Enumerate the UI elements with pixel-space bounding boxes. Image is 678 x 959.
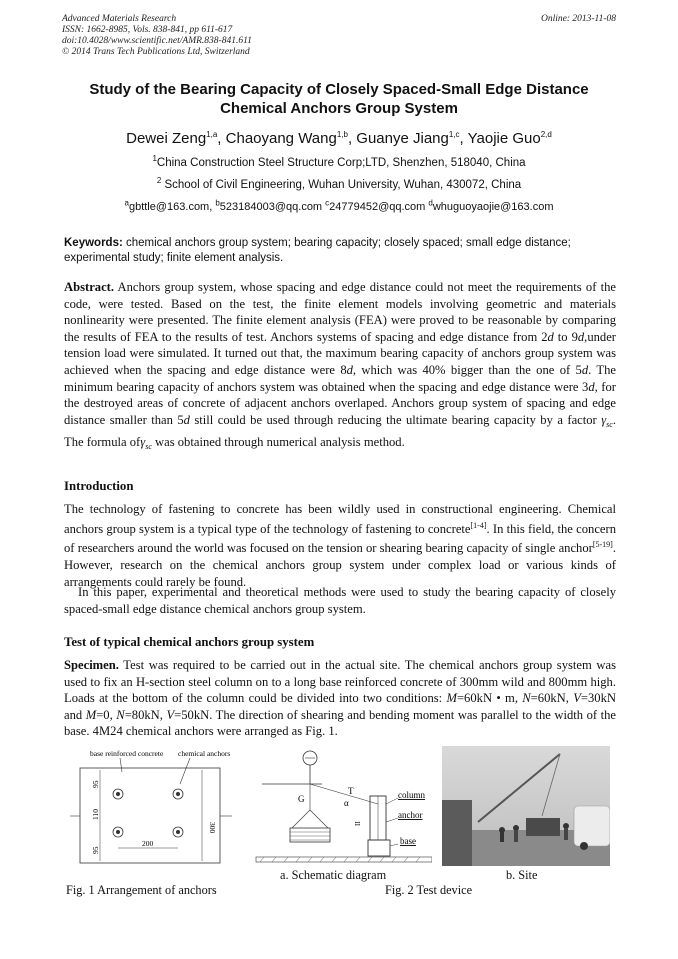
label-chemical-anchors: chemical anchors (178, 749, 231, 758)
label-anchor: anchor (398, 810, 423, 820)
email-link[interactable]: 523184003@qq.com (219, 201, 326, 213)
citation: [1-4] (470, 520, 487, 530)
paper-title (40, 80, 638, 118)
leader-line (386, 798, 398, 804)
figure-2-caption: Fig. 2 Test device (385, 883, 473, 897)
issn-line: ISSN: 1662-8985, Vols. 838-841, pp 611-617 (62, 25, 233, 35)
dim-200: 200 (142, 839, 154, 848)
specimen-text: =0, (96, 707, 117, 722)
anchor-bolt (173, 827, 183, 837)
photo-person-body (500, 832, 504, 842)
abstract-text: was obtained through numerical analysis method. (151, 434, 405, 449)
photo-person-body (514, 830, 518, 842)
figure-1-caption: Fig. 1 Arrangement of anchors (66, 883, 217, 897)
email-sup: b (215, 198, 220, 208)
author-emails (40, 198, 638, 213)
intro-para-2: In this paper, experimental and theoretical methods were used to study the bearing capacity of closely spaced-small edge distance chemical anchors group system. (64, 585, 616, 616)
math-var: d (581, 362, 589, 377)
math-var: d (547, 329, 554, 344)
specimen-text: =50kN. The direction of shearing and bending moment was parallel to the width of the base. 4M24 chemical anchors were arranged as Fig. 1. (64, 707, 617, 739)
author-sup: 2,d (540, 130, 552, 139)
figure-2a-schematic (252, 746, 432, 868)
specimen-text: =60kN • m, (456, 691, 523, 706)
email-sup: a (124, 198, 129, 208)
concrete-base-icon (368, 840, 390, 856)
abstract-text: ,under tension load were simulated. It turned out that, the maximum bearing capacity of anchors group system was achieved when the spacing and edge distance were 8 (64, 329, 616, 377)
figure-2b-caption: b. Site (506, 868, 538, 882)
math-var: d (183, 412, 190, 427)
title-line-2: Chemical Anchors Group System (220, 100, 458, 117)
email-sup: d (428, 198, 433, 208)
pulley-icon (303, 751, 317, 765)
author-name: Chaoyang Wang (225, 130, 337, 147)
label-T: T (348, 786, 354, 796)
label-h-mark: II (354, 821, 362, 826)
abstract-text: , for the destroyed areas of concrete of adjacent anchors overlaped. Anchors group system of spacing and edge distance smaller than 5 (64, 379, 616, 427)
title-line-1: Study of the Bearing Capacity of Closely Spaced-Small Edge Distance (89, 81, 589, 98)
affiliation-sup: 1 (152, 154, 157, 164)
specimen-text: Test was required to be carried out in the actual site. The chemical anchors group system was used to fix an H-section steel column on to a long base reinforced concrete of 300mm wild and 800mm high. Loads at the bottom of the column could be divided into two conditions: (64, 658, 616, 706)
leader-line (180, 758, 190, 784)
photo-person-body (564, 828, 568, 840)
intro-text: . However, research on the chemical anchors group system under complex load or various kinds of arrangements could rarely be found. (64, 541, 616, 589)
math-sub: sc (606, 420, 613, 430)
email-link[interactable]: 24779452@qq.com (329, 201, 429, 213)
doi-line: doi:10.4028/www.scientific.net/AMR.838-841.611 (62, 36, 252, 46)
author-sep: , (347, 130, 357, 147)
label-base: base (400, 836, 416, 846)
keywords-text: chemical anchors group system; bearing capacity; closely spaced; small edge distance; experimental study; finite element analysis. (64, 237, 571, 264)
photo-building-left (442, 800, 472, 866)
affiliation-text: China Construction Steel Structure Corp;LTD, Shenzhen, 518040, China (156, 157, 526, 169)
abstract-text: Anchors group system, whose spacing and edge distance could not meet the requirements of the code, were tested. Based on the test, the finite element models involving geometric and materials nonlinearity were presented. The finite element analysis (FEA) were proved to be reasonable by comparing the results of FEA to the results of test. Anchors systems of spacing and edge distance from 2 (64, 280, 616, 344)
affiliation-2 (40, 176, 638, 191)
dim-95-bottom: 95 (91, 846, 100, 854)
affiliation-sup: 2 (156, 176, 162, 186)
math-var: N (522, 691, 531, 706)
email-link[interactable]: whuguoyaojie@163.com (432, 201, 554, 213)
leader-line (390, 844, 398, 846)
journal-header (62, 14, 616, 58)
abstract (64, 279, 616, 456)
label-base-concrete: base reinforced concrete (90, 749, 164, 758)
author-sup: 1,b (336, 130, 348, 139)
math-var: V (573, 691, 581, 706)
author-name: Guanye Jiang (356, 130, 449, 147)
label-G: G (298, 794, 305, 804)
figure-2b-site-photo (442, 746, 610, 866)
intro-para-1 (64, 501, 616, 590)
anchor-bolt (173, 789, 183, 799)
journal-name: Advanced Materials Research (62, 14, 177, 24)
abstract-text: . The formula of (64, 412, 616, 449)
math-var: d (588, 379, 595, 394)
author-name: Yaojie Guo (467, 130, 541, 147)
email-sup: c (325, 198, 330, 208)
leader-line (386, 818, 398, 822)
label-alpha: α (344, 798, 349, 808)
affiliation-text: School of Civil Engineering, Wuhan University, Wuhan, 430072, China (161, 179, 522, 191)
specimen-para (64, 657, 616, 740)
anchor-bolt (113, 827, 123, 837)
online-date: Online: 2013-11-08 (540, 14, 616, 24)
author-list (40, 130, 638, 147)
intro-heading: Introduction (64, 479, 134, 493)
math-var: d (346, 362, 353, 377)
math-var: N (116, 707, 125, 722)
photo-test-rig (526, 818, 560, 836)
author-sup: 1,a (206, 130, 218, 139)
ground-hatch (256, 857, 432, 862)
abstract-text: , which was 40% bigger than the one of 5 (352, 362, 582, 377)
copyright-line: © 2014 Trans Tech Publications Ltd, Switzerland (62, 47, 250, 57)
math-var: γ (601, 412, 607, 427)
intro-text: The technology of fastening to concrete has been wildly used in constructional engineering. Chemical anchors group system is a typical type of the technology of fastening to concrete (64, 502, 616, 536)
leader-line (120, 758, 122, 772)
figure-1-anchor-layout (62, 746, 242, 871)
math-var: M (85, 707, 97, 722)
keywords (64, 236, 616, 266)
label-column: column (398, 790, 425, 800)
specimen-label: Specimen. (64, 658, 119, 672)
author-sep: , (459, 130, 468, 147)
photo-wheel (580, 842, 588, 850)
math-var: M (446, 691, 457, 706)
weight-basket-icon (290, 810, 330, 842)
author-name: Dewei Zeng (126, 130, 207, 147)
figure-2a-caption: a. Schematic diagram (280, 868, 387, 882)
dim-110: 110 (91, 809, 100, 820)
email-link[interactable]: gbttle@163.com, (128, 201, 216, 213)
math-sub: sc (145, 442, 152, 452)
math-var: d (577, 329, 585, 344)
concrete-base-outline (80, 768, 220, 863)
specimen-text: =80kN, (124, 707, 167, 722)
abstract-label: Abstract. (64, 280, 115, 294)
intro-text: . In this field, the concern of researchers around the world was focused on the tension or shearing bearing capacity of single anchor (64, 521, 616, 556)
dim-95-top: 95 (91, 780, 100, 788)
math-var: V (166, 707, 175, 722)
dim-300: 300 (208, 822, 217, 834)
test-heading: Test of typical chemical anchors group system (64, 635, 315, 649)
abstract-text: still could be used through reducing the ultimate bearing capacity by a factor (189, 412, 602, 427)
author-sup: 1,c (448, 130, 460, 139)
specimen-text: =30kN and (64, 691, 616, 722)
specimen-text: =60kN, (530, 691, 574, 706)
photo-vehicle (574, 806, 610, 846)
math-var: γ (140, 434, 146, 449)
author-sep: , (217, 130, 226, 147)
abstract-text: . The minimum bearing capacity of anchors system was obtained when the spacing and edge distance were 3 (64, 362, 616, 394)
affiliation-1 (40, 154, 638, 169)
abstract-text: to 9 (553, 329, 578, 344)
anchor-bolt (113, 789, 123, 799)
keywords-label: Keywords: (64, 237, 123, 249)
citation: [5-19] (592, 540, 613, 550)
